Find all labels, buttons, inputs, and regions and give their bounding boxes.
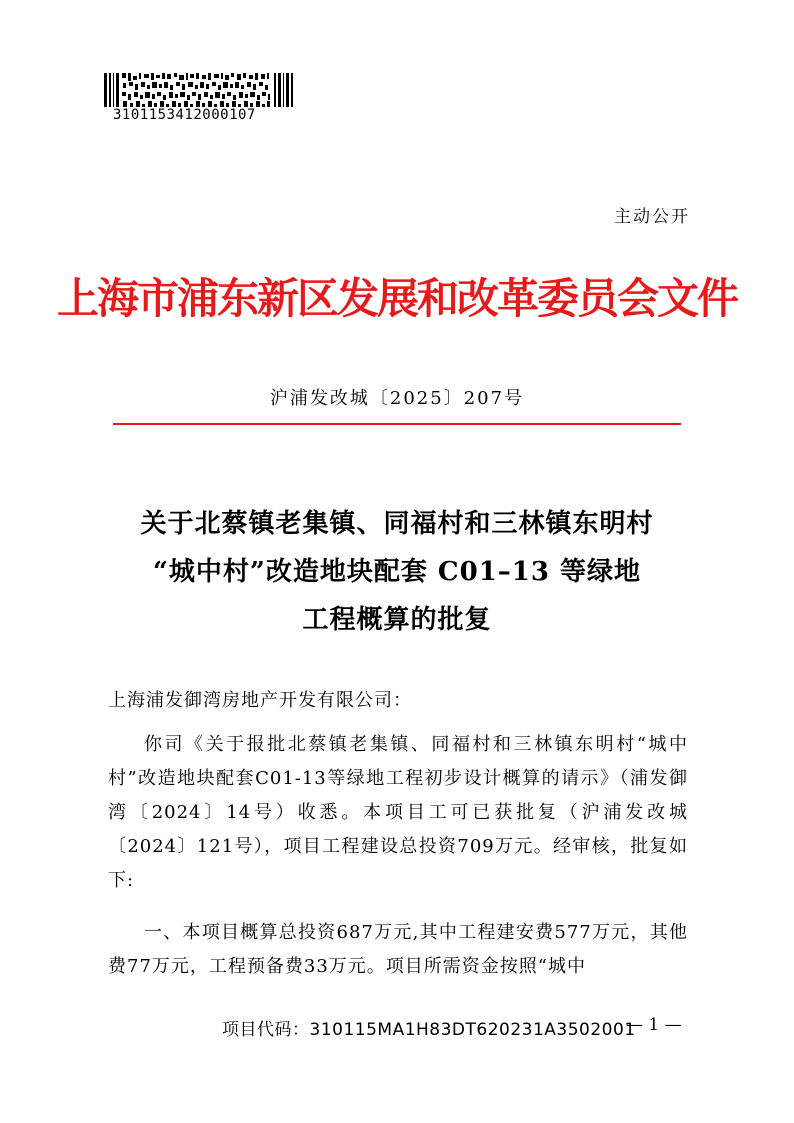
body-paragraph-1: 你司《关于报批北蔡镇老集镇、同福村和三林镇东明村“城中村”改造地块配套C01-13等绿地工程初步设计概算的请示》（浦发御湾〔2024〕14号）收悉。本项目工可已获批复（沪浦发改城〔2024〕121号），项目工程建设总投资709万元。经审核，批复如下: [108,734,688,891]
body-paragraph-2: 一、本项目概算总投资687万元,其中工程建安费577万元，其他费77万元，工程预备费33万元。项目所需资金按照“城中 [108,922,688,977]
agency-title: 上海市浦东新区发展和改革委员会文件 [56,274,737,323]
project-code: 项目代码：310115MA1H83DT620231A3502001 [222,1020,636,1040]
subject-title-line-1: 关于北蔡镇老集镇、同福村和三林镇东明村 [140,509,654,539]
barcode-number: 3101153412000107 [113,107,256,123]
red-divider [113,423,681,425]
subject-title [100,500,694,644]
page-number: — 1 — [626,1015,682,1035]
barcode-image [104,73,294,107]
document-number: 沪浦发改城〔2025〕207号 [269,388,525,409]
subject-title-line-2: “城中村”改造地块配套 C01–13 等绿地 [152,557,642,587]
subject-title-line-3: 工程概算的批复 [302,605,492,635]
addressee: 上海浦发御湾房地产开发有限公司： [108,690,412,711]
disclosure-label: 主动公开 [614,207,690,227]
